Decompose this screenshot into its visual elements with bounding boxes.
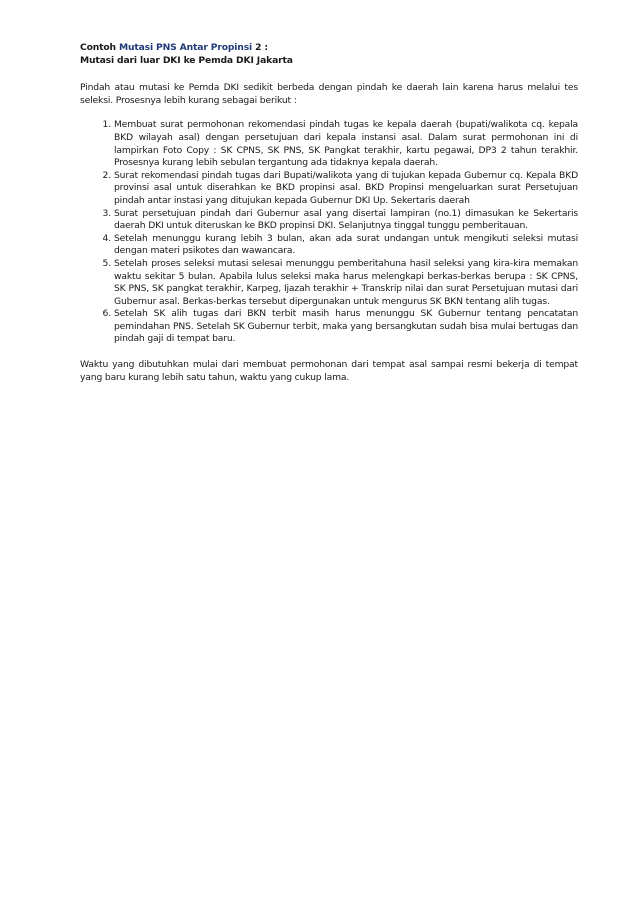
title-suffix: 2 : <box>252 42 268 53</box>
step-text: Surat rekomendasi pindah tugas dari Bupati/walikota yang di tujukan kepada Gubernur cq. Kepala BKD provinsi asal untuk diserahkan ke BKD propinsi asal. BKD Propinsi mengeluarkan surat Persetujuan pindah antar instasi yang ditujukan kepada Gubernur DKI Up. Sekertaris daerah <box>114 169 578 206</box>
step-number: 4. <box>102 232 111 244</box>
title-highlight-link[interactable]: Mutasi PNS Antar Propinsi <box>119 42 253 53</box>
step-number: 5. <box>102 257 111 269</box>
step-number: 1. <box>102 119 111 131</box>
step-item <box>80 258 578 308</box>
closing-paragraph: Waktu yang dibutuhkan mulai dari membuat permohonan dari tempat asal sampai resmi bekerja di tempat yang baru kurang lebih satu tahun, waktu yang cukup lama. <box>80 359 578 383</box>
document-title <box>80 42 578 55</box>
step-number: 2. <box>102 169 111 181</box>
intro-paragraph: Pindah atau mutasi ke Pemda DKI sedikit berbeda dengan pindah ke daerah lain karena harus melalui tes seleksi. Prosesnya lebih kurang sebagai berikut : <box>80 82 578 106</box>
step-item <box>80 208 578 233</box>
step-number: 3. <box>102 207 111 219</box>
step-item <box>80 119 578 169</box>
step-number: 6. <box>102 308 111 320</box>
document-subtitle: Mutasi dari luar DKI ke Pemda DKI Jakarta <box>80 54 293 66</box>
step-text: Setelah SK alih tugas dari BKN terbit masih harus menunggu SK Gubernur tentang pencatatan pemindahan PNS. Setelah SK Gubernur terbit, maka yang bersangkutan sudah bisa mulai bertugas dan pindah gaji di tempat baru. <box>114 308 578 345</box>
step-text: Surat persetujuan pindah dari Gubernur asal yang disertai lampiran (no.1) dimasukan ke Sekertaris daerah DKI untuk diteruskan ke BKD propinsi DKI. Selanjutnya tinggal tunggu pemberitauan. <box>114 207 578 232</box>
title-prefix: Contoh <box>80 42 119 53</box>
step-text: Setelah proses seleksi mutasi selesai menunggu pemberitahuna hasil seleksi yang kira-kira memakan waktu sekitar 5 bulan. Apabila lulus seleksi maka harus melengkapi berkas-berkas berupa : SK CPNS, SK PNS, SK pangkat terakhir, Karpeg, Ijazah terakhir + Transkrip nilai dan surat Persetujuan mutasi dari Gubernur asal. Berkas-berkas tersebut dipergunakan untuk mengurus SK BKN tentang alih tugas. <box>114 257 578 307</box>
step-text: Setelah menunggu kurang lebih 3 bulan, akan ada surat undangan untuk mengikuti seleksi mutasi dengan materi psikotes dan wawancara. <box>114 232 578 257</box>
step-text: Membuat surat permohonan rekomendasi pindah tugas ke kepala daerah (bupati/walikota cq. kepala BKD wilayah asal) dengan persetujuan dari kepala instansi asal. Dalam surat permohonan ini di lampirkan Foto Copy : SK CPNS, SK PNS, SK Pangkat terakhir, kartu pegawai, DP3 2 tahun terakhir. Prosesnya kurang lebih sebulan tergantung ada tidaknya kepala daerah. <box>114 119 578 169</box>
document-page <box>80 42 578 393</box>
step-item <box>80 308 578 346</box>
steps-list <box>80 119 578 346</box>
step-item <box>80 233 578 258</box>
step-item <box>80 170 578 208</box>
